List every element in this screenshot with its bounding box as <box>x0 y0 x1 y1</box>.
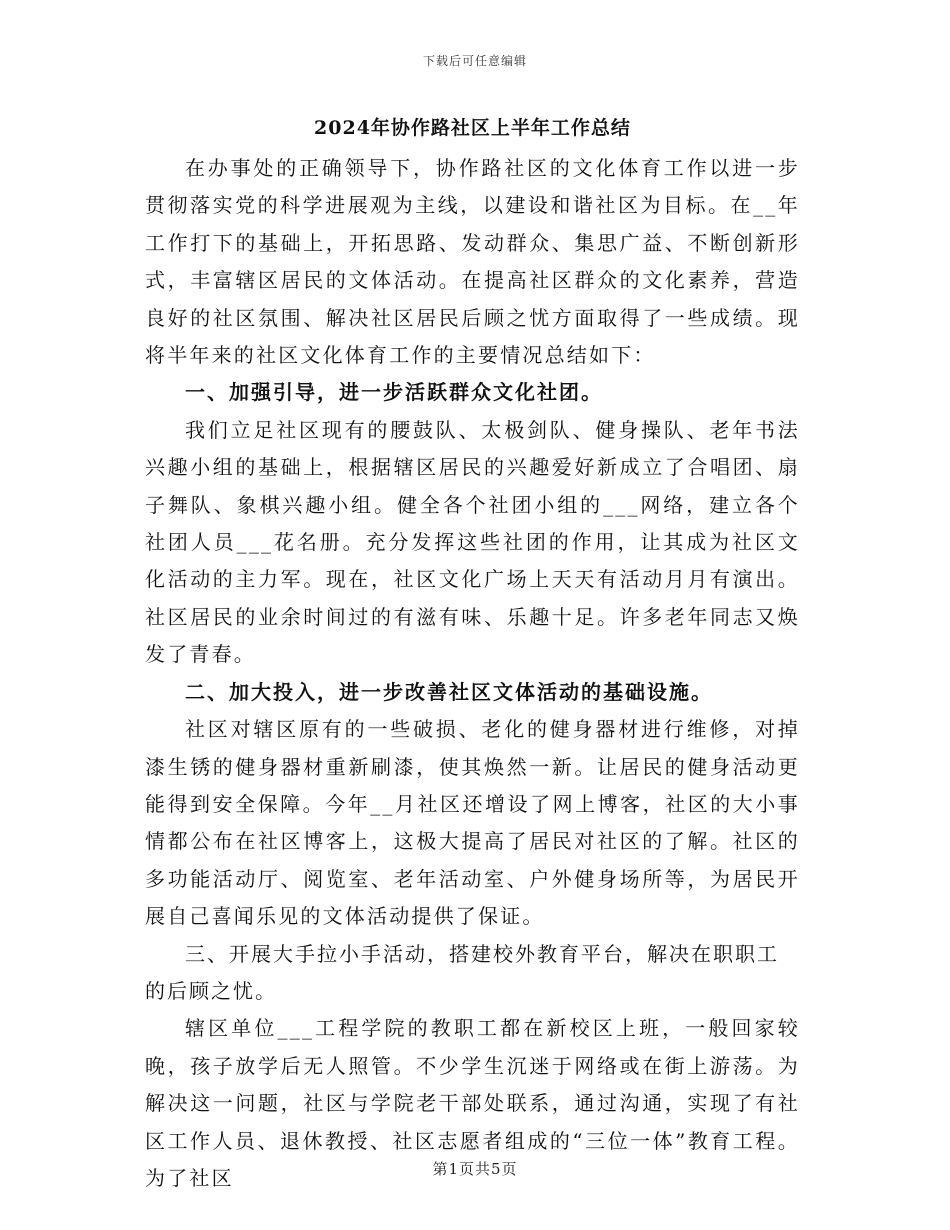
document-title: 2024年协作路社区上半年工作总结 <box>314 117 631 139</box>
section-2-paragraph: 社区对辖区原有的一些破损、老化的健身器材进行维修，对掉漆生锈的健身器材重新刷漆，使其焕然一新。让居民的健身活动更能得到安全保障。今年__月社区还增设了网上博客，社区的大小事情都公布在社区博客上，这极大提高了居民对社区的了解。社区的多功能活动厅、阅览室、老年活动室、户外健身场所等，为居民开展自己喜闻乐见的文体活动提供了保证。 <box>145 717 800 929</box>
header-note: 下载后可任意编辑 <box>422 54 527 68</box>
section-3-heading: 三、开展大手拉小手活动，搭建校外教育平台，解决在职职工的后顾之忧。 <box>145 941 779 1003</box>
section-1-paragraph: 我们立足社区现有的腰鼓队、太极剑队、健身操队、老年书法兴趣小组的基础上，根据辖区居民的兴趣爱好新成立了合唱团、扇子舞队、象棋兴趣小组。健全各个社团小组的___网络，建立各个社团人员___花名册。充分发挥这些社团的作用，让其成为社区文化活动的主力军。现在，社区文化广场上天天有活动月月有演出。社区居民的业余时间过的有滋有味、乐趣十足。许多老年同志又焕发了青春。 <box>145 417 800 667</box>
intro-paragraph: 在办事处的正确领导下，协作路社区的文化体育工作以进一步贯彻落实党的科学进展观为主线，以建设和谐社区为目标。在__年工作打下的基础上，开拓思路、发动群众、集思广益、不断创新形式，丰富辖区居民的文体活动。在提高社区群众的文化素养，营造良好的社区氛围、解决社区居民后顾之忧方面取得了一些成绩。现将半年来的社区文化体育工作的主要情况总结如下： <box>145 156 800 368</box>
section-3-paragraph: 辖区单位___工程学院的教职工都在新校区上班，一般回家较晚，孩子放学后无人照管。不少学生沉迷于网络或在街上游荡。为解决这一问题，社区与学院老干部处联系，通过沟通，实现了有社区工作人员、退休教授、社区志愿者组成的“三位一体”教育工程。为了社区 <box>145 1016 800 1190</box>
section-2-heading: 二、加大投入，进一步改善社区文体活动的基础设施。 <box>185 679 713 704</box>
page-number: 第1页共5页 <box>432 1160 518 1178</box>
document-body <box>145 110 800 1197</box>
section-1-heading: 一、加强引导，进一步活跃群众文化社团。 <box>185 380 603 405</box>
